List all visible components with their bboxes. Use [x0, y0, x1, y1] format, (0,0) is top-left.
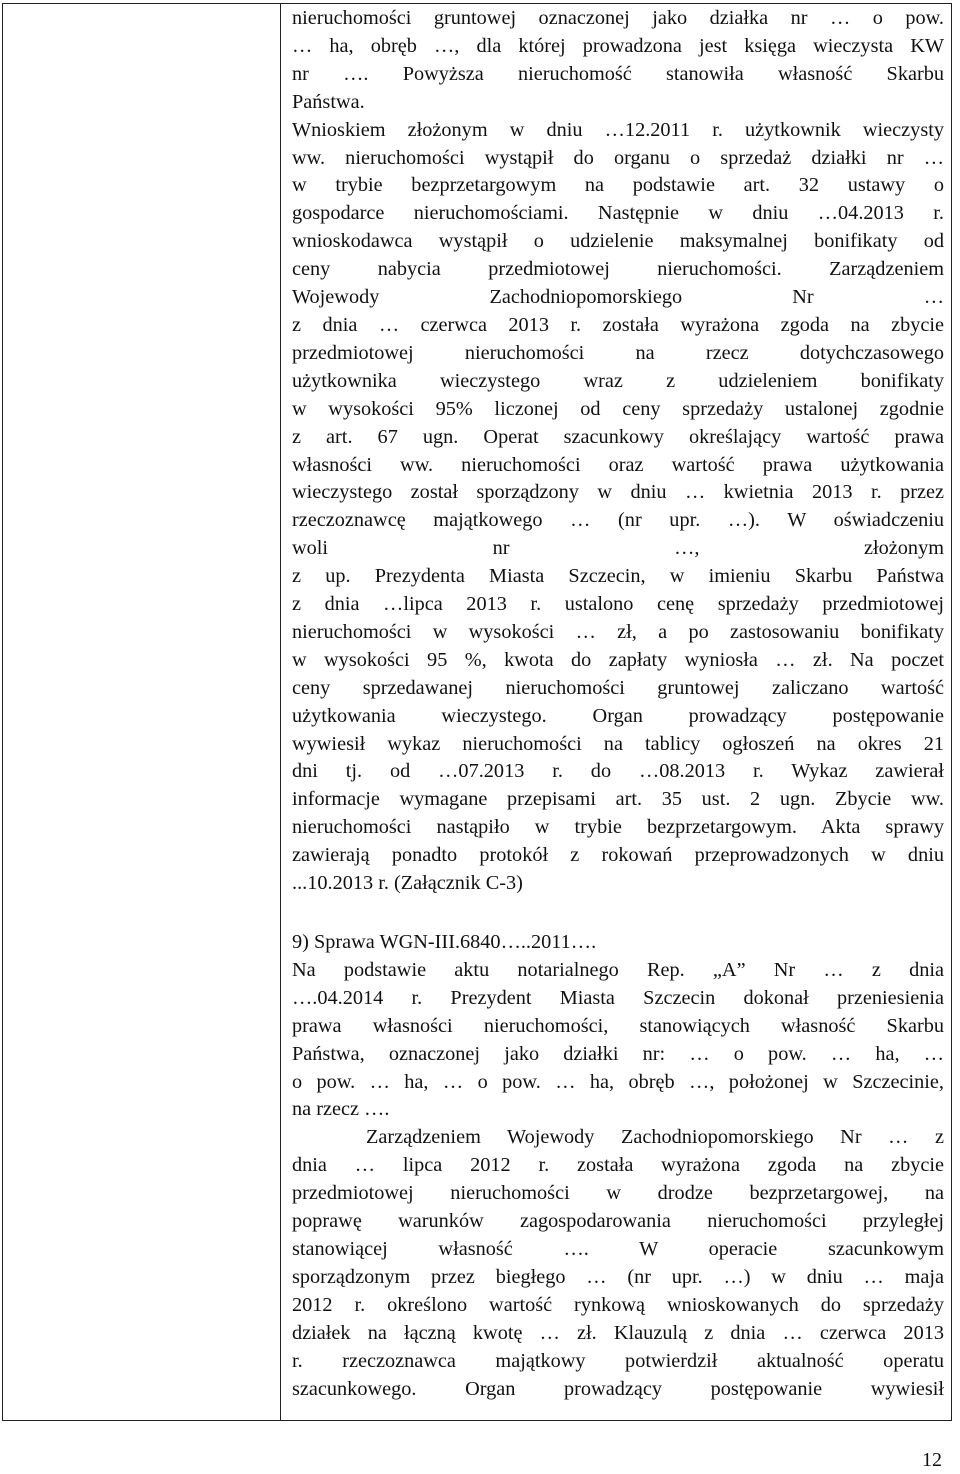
text-line: nieruchomości nastąpiło w trybie bezprzetargowym. Akta sprawy [292, 816, 944, 839]
text-line: Na podstawie aktu notarialnego Rep. „A” Nr … z dnia [292, 958, 944, 981]
body-text [292, 5, 944, 1403]
text-line: dni tj. od …07.2013 r. do …08.2013 r. Wykaz zawierał [292, 760, 944, 783]
text-line: prawa własności nieruchomości, stanowiących własność Skarbu [292, 1014, 944, 1037]
text-line: wieczystego został sporządzony w dniu … kwietnia 2013 r. przez [292, 481, 944, 504]
text-line: użytkowania wieczystego. Organ prowadzący postępowanie [292, 704, 944, 727]
text-line: woli nr …, złożonym [292, 537, 944, 560]
text-line: dnia … lipca 2012 r. została wyrażona zgoda na zbycie [292, 1154, 944, 1177]
text-line: Państwa, oznaczonej jako działki nr: … o pow. … ha, … [292, 1042, 944, 1065]
text-line: Państwa. [292, 90, 365, 113]
text-line: informacje wymagane przepisami art. 35 ust. 2 ugn. Zbycie ww. [292, 788, 944, 811]
text-line: wnioskodawca wystąpił o udzielenie maksymalnej bonifikaty od [292, 230, 944, 253]
text-line: na rzecz …. [292, 1098, 390, 1121]
text-line: z up. Prezydenta Miasta Szczecin, w imieniu Skarbu Państwa [292, 565, 944, 588]
text-line: 2012 r. określono wartość rynkową wnioskowanych do sprzedaży [292, 1293, 944, 1316]
text-line: 9) Sprawa WGN-III.6840…..2011…. [292, 931, 597, 953]
text-line: poprawę warunków zagospodarowania nieruchomości przyległej [292, 1210, 944, 1233]
text-line: Zarządzeniem Wojewody Zachodniopomorskiego Nr … z [366, 1126, 944, 1149]
text-line: ...10.2013 r. (Załącznik C-3) [292, 872, 523, 895]
text-line: o pow. … ha, … o pow. … ha, obręb …, położonej w Szczecinie, [292, 1070, 944, 1093]
page-number: 12 [922, 1449, 942, 1471]
text-line: z dnia …lipca 2013 r. ustalono cenę sprzedaży przedmiotowej [292, 593, 944, 616]
text-line: Wnioskiem złożonym w dniu …12.2011 r. użytkownik wieczysty [292, 118, 944, 141]
text-line: w wysokości 95% liczonej od ceny sprzedaży ustalonej zgodnie [292, 397, 944, 420]
text-line: z art. 67 ugn. Operat szacunkowy określający wartość prawa [292, 425, 944, 448]
text-line: z dnia … czerwca 2013 r. została wyrażona zgoda na zbycie [292, 313, 944, 336]
paragraph-block [292, 5, 944, 898]
text-line: wywiesił wykaz nieruchomości na tablicy ogłoszeń na okres 21 [292, 732, 944, 755]
text-line: działek na łączną kwotę … zł. Klauzulą z dnia … czerwca 2013 [292, 1321, 944, 1344]
text-line: Wojewody Zachodniopomorskiego Nr … [292, 286, 944, 309]
text-line: nr …. Powyższa nieruchomość stanowiła własność Skarbu [292, 62, 944, 85]
text-line: r. rzeczoznawca majątkowy potwierdził aktualność operatu [292, 1349, 944, 1372]
text-line: własności ww. nieruchomości oraz wartość prawa użytkowania [292, 453, 944, 476]
text-line: stanowiącej własność …. W operacie szacunkowym [292, 1237, 944, 1260]
left-column [3, 4, 281, 1420]
text-line: użytkownika wieczystego wraz z udzieleniem bonifikaty [292, 369, 944, 392]
text-line: rzeczoznawcę majątkowego … (nr upr. …). W oświadczeniu [292, 509, 944, 532]
text-line: ceny sprzedawanej nieruchomości gruntowej zaliczano wartość [292, 676, 944, 699]
text-line: nieruchomości w wysokości … zł, a po zastosowaniu bonifikaty [292, 620, 944, 643]
text-line: w trybie bezprzetargowym na podstawie art. 32 ustawy o [292, 174, 944, 197]
text-line: w wysokości 95 %, kwota do zapłaty wyniosła … zł. Na poczet [292, 648, 944, 671]
spacer [292, 898, 944, 929]
text-line: ww. nieruchomości wystąpił do organu o sprzedaż działki nr … [292, 146, 944, 169]
text-line: zawierają ponadto protokół z rokowań przeprowadzonych w dniu [292, 844, 944, 867]
text-line: sporządzonym przez biegłego … (nr upr. …) w dniu … maja [292, 1265, 944, 1288]
text-line: gospodarce nieruchomościami. Następnie w dniu …04.2013 r. [292, 202, 944, 225]
text-line: szacunkowego. Organ prowadzący postępowanie wywiesił [292, 1377, 944, 1400]
text-line: przedmiotowej nieruchomości na rzecz dotychczasowego [292, 341, 944, 364]
paragraph-block [292, 929, 944, 1403]
text-line: … ha, obręb …, dla której prowadzona jest księga wieczysta KW [292, 34, 944, 57]
text-line: ….04.2014 r. Prezydent Miasta Szczecin dokonał przeniesienia [292, 986, 944, 1009]
text-line: ceny nabycia przedmiotowej nieruchomości. Zarządzeniem [292, 258, 944, 281]
text-line: nieruchomości gruntowej oznaczonej jako działka nr … o pow. [292, 7, 944, 29]
text-line: przedmiotowej nieruchomości w drodze bezprzetargowej, na [292, 1182, 944, 1205]
